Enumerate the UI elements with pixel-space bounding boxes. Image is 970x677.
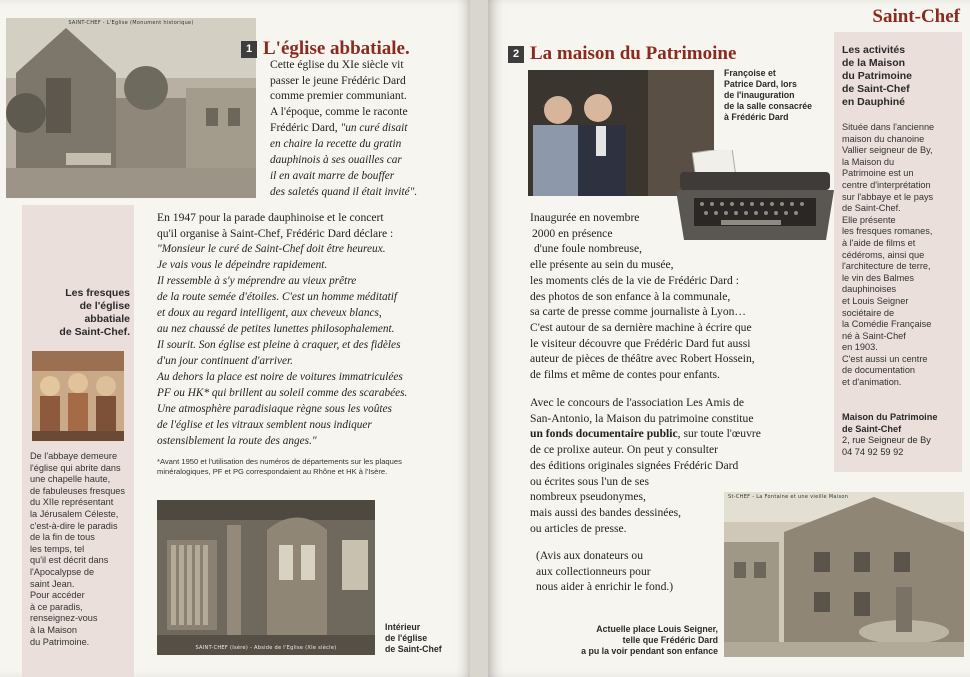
- dard-couple-caption-line: de la salle consacrée: [724, 101, 813, 111]
- intro-quote-line: en chaire la recette du gratin: [270, 137, 402, 150]
- quote-line: "Monsieur le curé de Saint-Chef doit être heureux.: [157, 243, 386, 256]
- section-1-body: [157, 210, 467, 477]
- para2-line: qu'il organise à Saint-Chef, Frédéric Dard déclare :: [157, 226, 394, 240]
- dard-couple-caption-line: Patrice Dard, lors: [724, 79, 797, 89]
- activities-text-line: l'architecture de terre,: [842, 261, 931, 272]
- activities-heading-line: de Saint-Chef: [842, 83, 910, 95]
- para3-line: (Avis aux donateurs ou: [536, 549, 644, 562]
- section-1-number: 1: [241, 41, 257, 58]
- contact-phone: 04 74 92 59 92: [842, 446, 904, 457]
- quote-line: Il ressemble à s'y méprendre au vieux prêtre: [157, 275, 357, 288]
- intro-line: passer le jeune Frédéric Dard: [270, 73, 406, 87]
- para2-line: San-Antonio, la Maison du patrimoine constitue: [530, 411, 754, 425]
- interior-caption: [385, 622, 465, 655]
- place-caption-line: Actuelle place Louis Seigner,: [596, 624, 718, 634]
- fountain-photo: [724, 492, 964, 657]
- para2-line: des éditions originales signées Frédéric Dard: [530, 458, 739, 472]
- para2-line: ou écrites sous l'un de ses: [530, 474, 649, 488]
- intro-quote-line: il en avait marre de bouffer: [270, 169, 395, 182]
- section-1-heading: L'église abbatiale.: [263, 38, 410, 59]
- frescoes-text-line: qu'il est décrit dans: [30, 555, 109, 566]
- activities-heading-line: en Dauphiné: [842, 96, 906, 108]
- intro-line: A l'époque, comme le raconte: [270, 105, 408, 119]
- frescoes-photo: [32, 351, 124, 441]
- intro-quote-line: des saletés quand il était invité".: [270, 185, 418, 198]
- para2-line: Avec le concours de l'association Les Amis de: [530, 396, 745, 409]
- para1-line: des photos de son enfance à la communale,: [530, 289, 731, 303]
- dard-couple-caption-line: à Frédéric Dard: [724, 112, 789, 122]
- section-2-heading: La maison du Patrimoine: [530, 43, 737, 64]
- section-2-para3: [536, 548, 736, 595]
- section-2-title: [508, 43, 736, 65]
- para3-line: aux collectionneurs pour: [536, 564, 651, 578]
- activities-heading-line: du Patrimoine: [842, 70, 913, 82]
- fonds-documentaire-bold: un fonds documentaire public: [530, 427, 678, 441]
- activities-text-line: sur l'abbaye et le pays: [842, 191, 934, 202]
- frescoes-text-line: la Jérusalem Céleste,: [30, 508, 119, 519]
- contact-name-line: Maison du Patrimoine: [842, 412, 938, 422]
- quote-line: d'un jour continuent d'arriver.: [157, 355, 293, 368]
- activities-text-line: de Saint-Chef.: [842, 203, 901, 214]
- frescoes-text-line: du Patrimoine.: [30, 636, 90, 647]
- intro-line: Frédéric Dard,: [270, 120, 338, 134]
- para1-line: auteur de pièces de théâtre avec Robert Hossein,: [530, 352, 755, 366]
- para3-line: nous aider à enrichir le fond.): [536, 580, 674, 594]
- para1-line: C'est autour de sa dernière machine à écrire que: [530, 320, 752, 334]
- activities-text-line: né à Saint-Chef: [842, 330, 906, 341]
- church-exterior-photo: [6, 18, 256, 198]
- activities-text-line: cédéroms, ainsi que: [842, 249, 925, 260]
- contact-name-line: de Saint-Chef: [842, 423, 902, 434]
- activities-text-line: Elle présente: [842, 214, 896, 225]
- activities-text-line: Patrimoine est un: [842, 168, 914, 179]
- activities-text-line: et d'animation.: [842, 377, 902, 388]
- dard-couple-caption: [724, 68, 834, 123]
- frescoes-text-line: de la fin de tous: [30, 532, 95, 543]
- right-page: [488, 0, 970, 677]
- para1-line: les moments clés de la vie de Frédéric Dard :: [530, 273, 739, 287]
- frescoes-text-line: c'est-à-dire le paradis: [30, 520, 118, 531]
- frescoes-text-line: l'Apocalypse de: [30, 566, 95, 577]
- quote-line: ostensiblement la route des anges.": [157, 435, 317, 448]
- frescoes-text-line: à ce paradis,: [30, 601, 83, 612]
- place-caption: [548, 624, 718, 657]
- frescoes-text-line: de fabuleuses fresques: [30, 485, 126, 496]
- intro-quote-line: dauphinois à ses ouailles car: [270, 153, 402, 166]
- activities-text-line: sociétaire de: [842, 307, 895, 318]
- frescoes-text-line: une chapelle haute,: [30, 474, 111, 485]
- activities-text-line: Vallier seigneur de By,: [842, 145, 933, 156]
- frescoes-heading-line: de l'église: [79, 300, 130, 312]
- dard-couple-caption-line: de l'inauguration: [724, 90, 795, 100]
- activities-text-line: la Comédie Française: [842, 319, 932, 330]
- activities-text-line: à l'aide de films et: [842, 237, 916, 248]
- activities-text-line: Située dans l'ancienne: [842, 122, 935, 132]
- section-2-number: 2: [508, 46, 524, 63]
- footnote-line: *Avant 1950 et l'utilisation des numéros de départements sur les plaques: [157, 457, 402, 467]
- quote-line: au nez chaussé de petites lunettes philosophalement.: [157, 323, 395, 336]
- activities-text-line: et Louis Seigner: [842, 295, 909, 306]
- frescoes-text-line: saint Jean.: [30, 578, 75, 589]
- church-photo-strip: SAINT-CHEF - L'Eglise (Monument historique): [68, 20, 194, 26]
- section-2-para1: [530, 210, 830, 383]
- para1-line: de films et même de contes pour enfants.: [530, 368, 720, 382]
- activities-text-line: en 1903.: [842, 342, 878, 353]
- intro-line: comme premier communiant.: [270, 89, 407, 103]
- brand-title: Saint-Chef: [872, 6, 960, 27]
- frescoes-heading-line: abbatiale: [84, 313, 130, 325]
- footnote: [157, 457, 467, 477]
- para1-line: Inaugurée en novembre: [530, 211, 640, 224]
- interior-caption-line: de l'église: [385, 633, 428, 643]
- frescoes-text-line: les temps, tel: [30, 543, 85, 554]
- interior-photo-strip: SAINT-CHEF (Isère) - Abside de l'Eglise (XIe siècle): [195, 645, 337, 651]
- activities-text-line: le vin des Balmes: [842, 272, 915, 283]
- interior-caption-line: Intérieur: [385, 622, 421, 632]
- para2-line: mais aussi des bandes dessinées,: [530, 505, 682, 519]
- para2-line: En 1947 pour la parade dauphinoise et le concert: [157, 211, 384, 224]
- para1-line: sa carte de presse comme journaliste à Lyon…: [530, 305, 747, 319]
- para2-after-bold: , sur toute l'œuvre: [677, 427, 761, 441]
- activities-heading-line: de la Maison: [842, 57, 906, 69]
- activities-text: [842, 122, 960, 389]
- para2-line: ou articles de presse.: [530, 521, 627, 535]
- para2-line: de ce prolixe auteur. On peut y consulter: [530, 443, 719, 457]
- activities-heading: [842, 44, 952, 109]
- frescoes-heading-line: Les fresques: [65, 287, 130, 299]
- section-1-intro: [270, 57, 460, 200]
- frescoes-text-line: renseignez-vous: [30, 613, 98, 624]
- activities-text-line: les fresques romanes,: [842, 226, 933, 237]
- para1-line: le visiteur découvre que Frédéric Dard fut aussi: [530, 336, 751, 350]
- place-caption-line: telle que Frédéric Dard: [622, 635, 718, 645]
- interior-caption-line: de Saint-Chef: [385, 644, 442, 654]
- quote-line: Il sourit. Son église est pleine à craquer, et des fidèles: [157, 339, 401, 352]
- intro-quote-line: "un curé disait: [340, 121, 408, 134]
- frescoes-heading: [24, 287, 130, 339]
- quote-line: Une atmosphère paradisiaque règne sous les voûtes: [157, 403, 392, 416]
- frescoes-heading-line: de Saint-Chef.: [59, 326, 130, 338]
- activities-heading-line: Les activités: [842, 44, 906, 56]
- quote-line: de l'église et les vitraux semblent nous indiquer: [157, 419, 372, 432]
- frescoes-text-line: Pour accéder: [30, 590, 85, 601]
- frescoes-text-line: à la Maison: [30, 624, 77, 635]
- dard-couple-caption-line: Françoise et: [724, 68, 776, 78]
- quote-line: et doux au regard intelligent, aux cheveux blancs,: [157, 307, 382, 320]
- dard-quote: [157, 241, 467, 449]
- activities-text-line: de documentation: [842, 365, 916, 376]
- para1-line: d'une foule nombreuse,: [534, 242, 643, 256]
- frescoes-text: [30, 451, 132, 648]
- right-sidebar: [834, 32, 962, 472]
- frescoes-text-line: du XIIe représentant: [30, 497, 114, 508]
- quote-line: Je vais vous le dépeindre rapidement.: [157, 259, 328, 272]
- activities-text-line: centre d'interprétation: [842, 179, 931, 190]
- contact-block: [842, 412, 960, 458]
- footnote-line: minéralogiques, PF et PG correspondaient au Rhône et HK à l'Isère.: [157, 467, 388, 477]
- activities-text-line: la Maison du: [842, 156, 895, 167]
- quote-line: de la route semée d'étoiles. C'est un homme méditatif: [157, 291, 398, 304]
- activities-text-line: C'est aussi un centre: [842, 353, 928, 364]
- para1-line: elle présente au sein du musée,: [530, 258, 674, 272]
- church-interior-photo: [157, 500, 375, 655]
- left-sidebar: [22, 205, 134, 677]
- quote-line: Au dehors la place est noire de voitures immatriculées: [157, 371, 403, 384]
- left-page: [0, 0, 470, 677]
- activities-text-line: maison du chanoine: [842, 133, 925, 144]
- place-caption-line: a pu la voir pendant son enfance: [581, 646, 718, 656]
- intro-line: Cette église du XIe siècle vit: [270, 58, 404, 71]
- para2-line: nombreux pseudonymes,: [530, 490, 646, 504]
- quote-line: PF ou HK* qui brillent au soleil comme des scarabées.: [157, 387, 408, 400]
- activities-text-line: dauphinoises: [842, 284, 897, 295]
- frescoes-text-line: De l'abbaye demeure: [30, 451, 118, 461]
- fountain-photo-strip: St-CHEF - La Fontaine et une vieille Maison: [728, 494, 849, 500]
- contact-address: 2, rue Seigneur de By: [842, 435, 931, 446]
- frescoes-text-line: l'église qui abrite dans: [30, 462, 121, 473]
- para1-line: 2000 en présence: [532, 226, 613, 240]
